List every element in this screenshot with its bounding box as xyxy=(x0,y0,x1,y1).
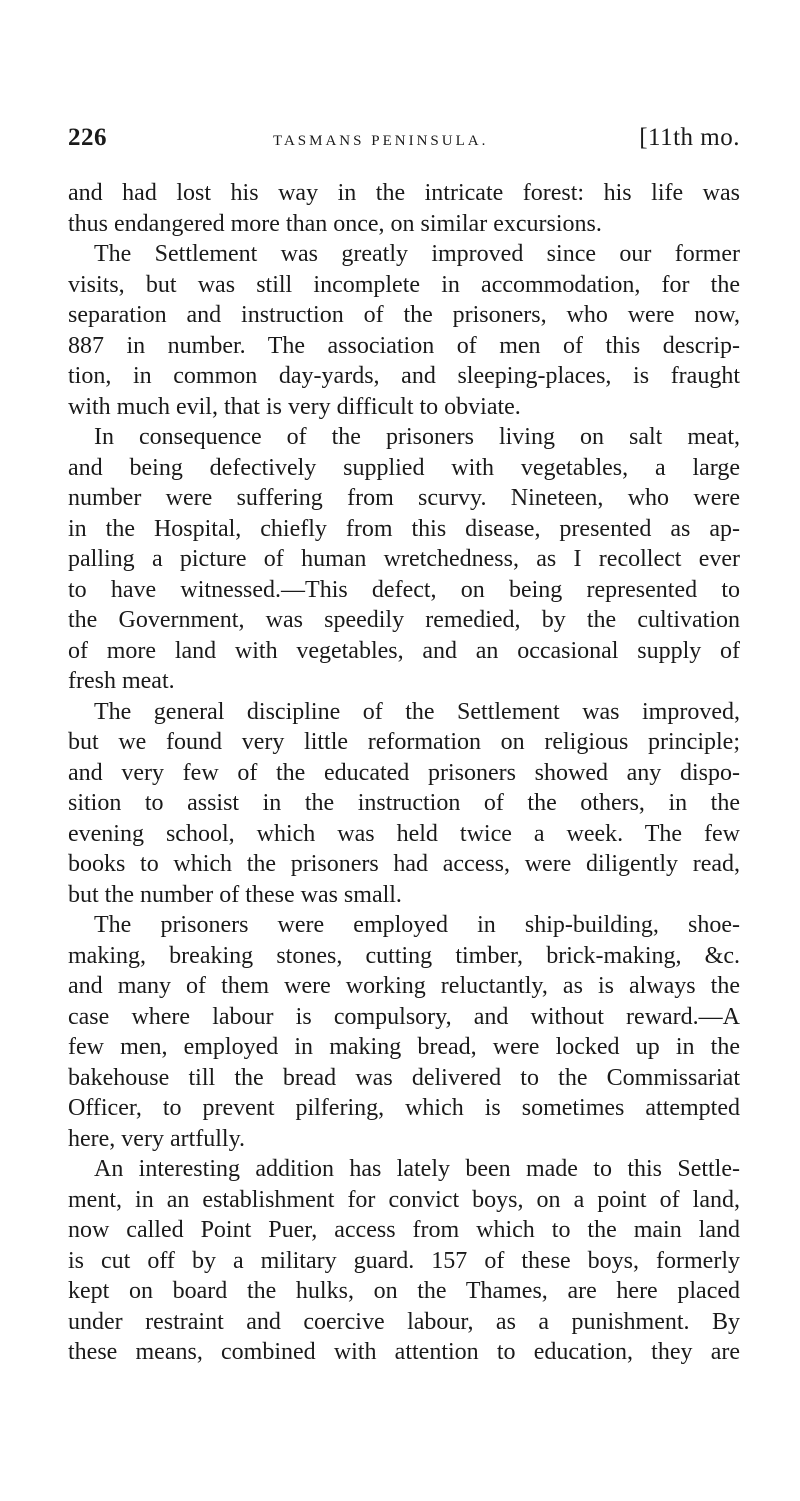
text-line: here, very artfully. xyxy=(68,1125,246,1152)
text-line: tion, in common day-yards, and sleeping-places, is fraught xyxy=(68,363,740,389)
text-line: Officer, to prevent pilfering, which is sometimes attempted xyxy=(68,1095,740,1121)
text-line: under restraint and coercive labour, as a punishment. By xyxy=(68,1308,740,1335)
text-line: but the number of these was small. xyxy=(68,881,402,908)
text-line: evening school, which was held twice a week. The few xyxy=(68,820,740,847)
text-line: separation and instruction of the prisoners, who were now, xyxy=(68,302,740,328)
text-line: thus endangered more than once, on similar excursions. xyxy=(68,210,602,237)
text-line: palling a picture of human wretchedness, as I recollect ever xyxy=(68,546,740,572)
running-head: TASMANS PENINSULA. xyxy=(273,133,489,149)
text-line: the Government, was speedily remedied, by the cultivation xyxy=(68,607,740,633)
text-line: number were suffering from scurvy. Nineteen, who were xyxy=(68,485,740,511)
text-line: is cut off by a military guard. 157 of these boys, formerly xyxy=(68,1247,740,1274)
text-line: visits, but was still incomplete in accommodation, for the xyxy=(68,271,740,298)
text-line: and many of them were working reluctantly, as is always the xyxy=(68,973,740,999)
text-line: bakehouse till the bread was delivered to the Commissariat xyxy=(68,1064,740,1091)
text-line: and being defectively supplied with vegetables, a large xyxy=(68,454,740,481)
text-line: in the Hospital, chiefly from this disease, presented as ap- xyxy=(68,515,740,542)
text-line: and very few of the educated prisoners showed any dispo- xyxy=(68,759,740,786)
text-line: and had lost his way in the intricate forest: his life was xyxy=(68,180,740,206)
text-line: of more land with vegetables, and an occasional supply of xyxy=(68,637,740,664)
text-line: to have witnessed.—This defect, on being represented to xyxy=(68,576,740,603)
text-line: sition to assist in the instruction of the others, in the xyxy=(68,790,740,816)
body-text xyxy=(68,178,740,1368)
month-marker: [11th mo. xyxy=(639,124,740,151)
text-line: case where labour is compulsory, and without reward.—A xyxy=(68,1003,740,1030)
text-line: The Settlement was greatly improved since our former xyxy=(94,241,740,267)
text-line: with much evil, that is very difficult to obviate. xyxy=(68,393,521,420)
text-line: 887 in number. The association of men of this descrip- xyxy=(68,332,740,359)
text-line: but we found very little reformation on religious principle; xyxy=(68,729,740,755)
text-line: The prisoners were employed in ship-building, shoe- xyxy=(94,912,740,938)
text-line: In consequence of the prisoners living on salt meat, xyxy=(94,424,740,450)
page-header xyxy=(68,124,740,164)
text-line: An interesting addition has lately been made to this Settle- xyxy=(94,1156,740,1182)
text-line: these means, combined with attention to education, they are xyxy=(68,1339,740,1365)
text-line: The general discipline of the Settlement was improved, xyxy=(94,698,740,725)
text-line: books to which the prisoners had access, were diligently read, xyxy=(68,851,740,877)
page-number: 226 xyxy=(68,124,107,151)
text-line: fresh meat. xyxy=(68,668,175,694)
text-line: now called Point Puer, access from which to the main land xyxy=(68,1217,740,1243)
text-line: making, breaking stones, cutting timber, brick-making, &c. xyxy=(68,942,740,969)
text-line: kept on board the hulks, on the Thames, are here placed xyxy=(68,1278,740,1304)
text-line: ment, in an establishment for convict boys, on a point of land, xyxy=(68,1186,740,1213)
text-line: few men, employed in making bread, were locked up in the xyxy=(68,1034,740,1060)
